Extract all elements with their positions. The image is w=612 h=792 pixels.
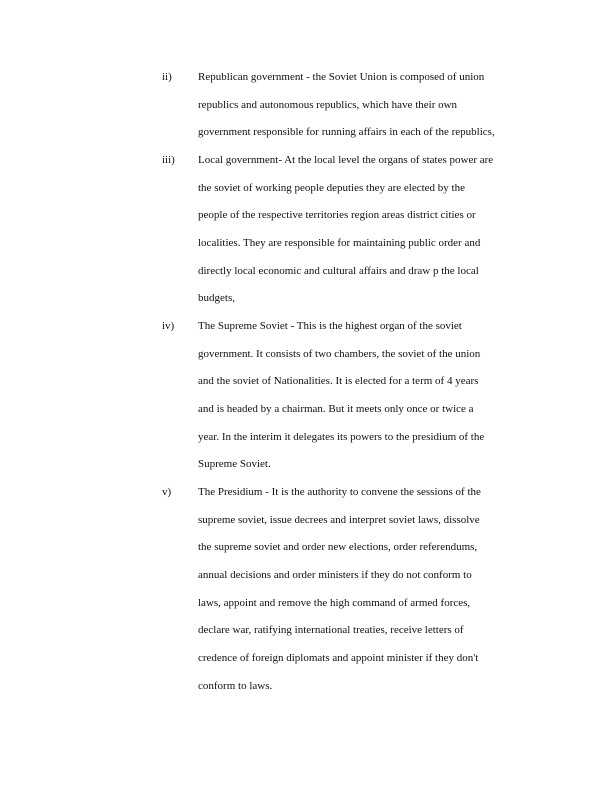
text-line: year. In the interim it delegates its powers to the presidium of the bbox=[198, 430, 485, 443]
text-line: localities. They are responsible for maintaining public order and bbox=[198, 237, 481, 250]
text-line: Supreme Soviet. bbox=[198, 458, 271, 471]
text-line: credence of foreign diplomats and appoint minister if they don't bbox=[198, 652, 479, 665]
text-line: people of the respective territories region areas district cities or bbox=[198, 209, 476, 222]
text-line: and is headed by a chairman. But it meets only once or twice a bbox=[198, 403, 474, 416]
list-item-label: iv) bbox=[162, 320, 175, 332]
text-line: annual decisions and order ministers if they do not conform to bbox=[198, 569, 472, 582]
text-line: government. It consists of two chambers, the soviet of the union bbox=[198, 347, 481, 360]
text-line: government responsible for running affairs in each of the republics, bbox=[198, 126, 495, 139]
text-line: conform to laws. bbox=[198, 679, 273, 692]
text-line: Republican government - the Soviet Union is composed of union bbox=[198, 71, 485, 83]
text-line: The Presidium - It is the authority to convene the sessions of the bbox=[198, 486, 481, 498]
list-item-text bbox=[198, 64, 538, 147]
text-line: republics and autonomous republics, which have their own bbox=[198, 98, 458, 111]
list-item-label: iii) bbox=[162, 154, 175, 166]
text-line: the soviet of working people deputies they are elected by the bbox=[198, 181, 465, 194]
text-line: The Supreme Soviet - This is the highest organ of the soviet bbox=[198, 320, 462, 332]
text-line: the supreme soviet and order new elections, order referendums, bbox=[198, 541, 478, 554]
list-item-text bbox=[198, 313, 538, 479]
text-line: declare war, ratifying international treaties, receive letters of bbox=[198, 624, 464, 637]
text-line: directly local economic and cultural affairs and draw p the local bbox=[198, 264, 479, 277]
text-line: laws, appoint and remove the high command of armed forces, bbox=[198, 596, 471, 609]
text-line: budgets, bbox=[198, 292, 235, 305]
list-item-text bbox=[198, 479, 538, 701]
text-line: and the soviet of Nationalities. It is elected for a term of 4 years bbox=[198, 375, 479, 388]
list-item-label: ii) bbox=[162, 71, 172, 83]
text-line: Local government- At the local level the organs of states power are bbox=[198, 154, 494, 166]
list-item-text bbox=[198, 147, 538, 313]
list-item-label: v) bbox=[162, 486, 172, 498]
text-line: supreme soviet, issue decrees and interpret soviet laws, dissolve bbox=[198, 513, 480, 526]
